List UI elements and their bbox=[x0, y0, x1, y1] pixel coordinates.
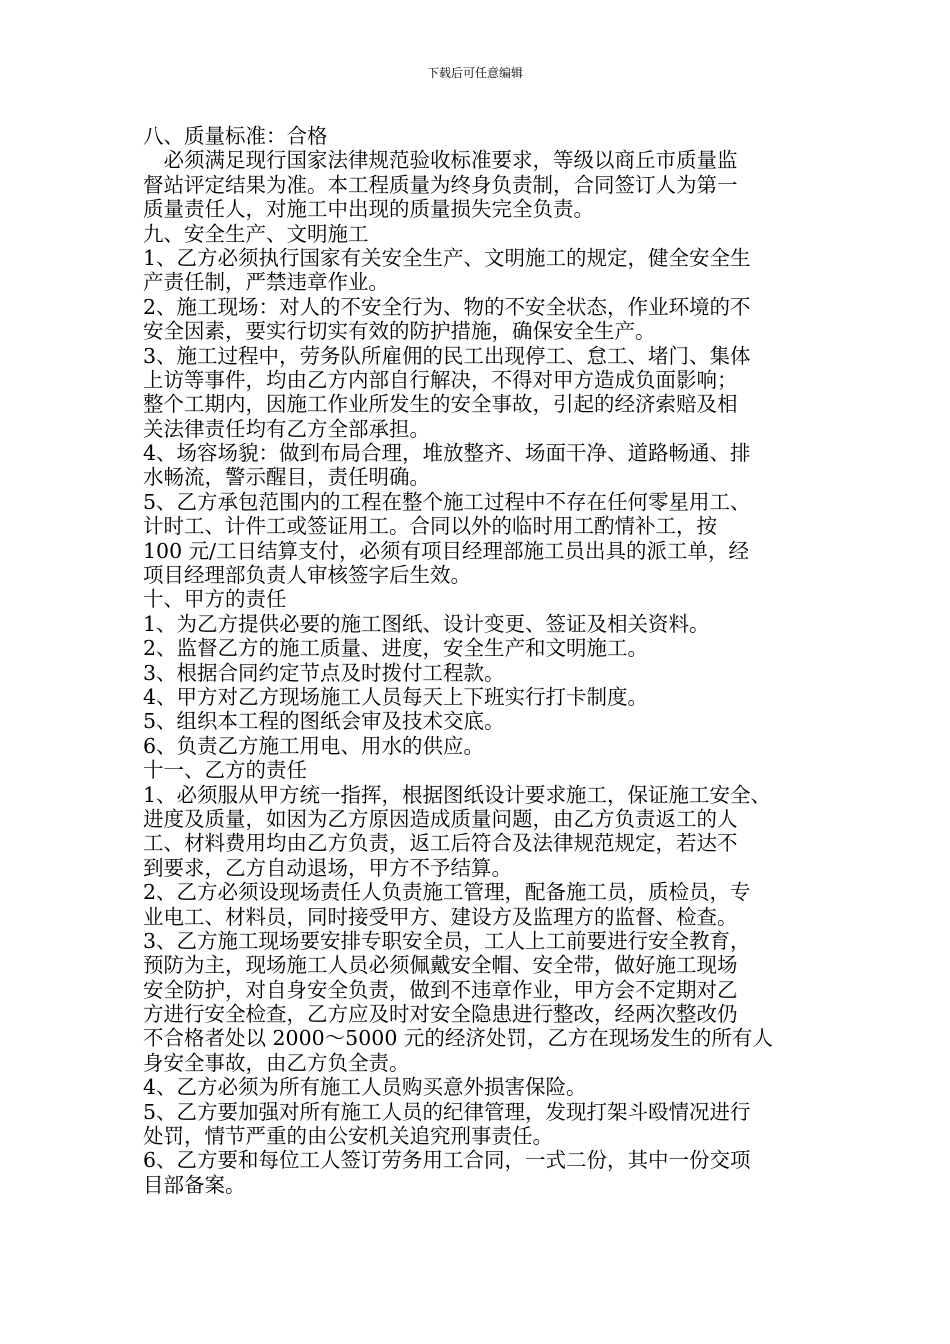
text-line: 5、乙方要加强对所有施工人员的纪律管理，发现打架斗殴情况进行 bbox=[143, 1099, 751, 1124]
text-line: 1、乙方必须执行国家有关安全生产、文明施工的规定，健全安全生 bbox=[143, 245, 751, 270]
text-line: 安全防护，对自身安全负责，做到不违章作业，甲方会不定期对乙 bbox=[143, 977, 738, 1002]
text-line: 身安全事故，由乙方负全责。 bbox=[143, 1050, 410, 1075]
text-line: 八、质量标准：合格 bbox=[143, 124, 328, 148]
text-line: 3、乙方施工现场要安排专职安全员，工人上工前要进行安全教育， bbox=[143, 928, 751, 953]
text-line: 十一、乙方的责任 bbox=[143, 758, 307, 783]
text-line: 督站评定结果为准。本工程质量为终身负责制，合同签订人为第一 bbox=[143, 172, 738, 197]
text-line: 2、乙方必须设现场责任人负责施工管理，配备施工员，质检员，专 bbox=[143, 880, 751, 905]
text-line: 3、施工过程中，劳务队所雇佣的民工出现停工、怠工、堵门、集体 bbox=[143, 343, 751, 368]
text-line: 工、材料费用均由乙方负责，返工后符合及法律规范规定，若达不 bbox=[143, 831, 738, 856]
text-line: 3、根据合同约定节点及时拨付工程款。 bbox=[143, 660, 505, 685]
text-line: 5、乙方承包范围内的工程在整个施工过程中不存在任何零星用工、 bbox=[143, 489, 751, 514]
text-line: 九、安全生产、文明施工 bbox=[143, 221, 369, 246]
text-line: 计时工、计件工或签证用工。合同以外的临时用工酌情补工，按 bbox=[143, 514, 717, 539]
text-line: 不合格者处以 2000～5000 元的经济处罚，乙方在现场发生的所有人 bbox=[143, 1026, 773, 1051]
text-line: 水畅流，警示醒目，责任明确。 bbox=[143, 465, 430, 490]
text-line: 1、必须服从甲方统一指挥，根据图纸设计要求施工，保证施工安全、 bbox=[143, 782, 772, 807]
text-line: 安全因素，要实行切实有效的防护措施，确保安全生产。 bbox=[143, 319, 656, 344]
text-line: 质量责任人，对施工中出现的质量损失完全负责。 bbox=[143, 197, 594, 222]
text-line: 2、监督乙方的施工质量、进度，安全生产和文明施工。 bbox=[143, 636, 649, 661]
text-line: 产责任制，严禁违章作业。 bbox=[143, 270, 389, 295]
text-line: 项目经理部负责人审核签字后生效。 bbox=[143, 563, 471, 588]
text-line: 1、为乙方提供必要的施工图纸、设计变更、签证及相关资料。 bbox=[143, 611, 710, 636]
text-line: 6、负责乙方施工用电、用水的供应。 bbox=[143, 733, 485, 758]
text-line: 十、甲方的责任 bbox=[143, 587, 287, 612]
text-line: 4、甲方对乙方现场施工人员每天上下班实行打卡制度。 bbox=[143, 684, 649, 709]
text-line: 处罚，情节严重的由公安机关追究刑事责任。 bbox=[143, 1124, 553, 1149]
text-line: 100 元/工日结算支付，必须有项目经理部施工员出具的派工单，经 bbox=[143, 538, 750, 563]
text-line: 到要求，乙方自动退场，甲方不予结算。 bbox=[143, 855, 512, 880]
text-line: 预防为主，现场施工人员必须佩戴安全帽、安全带，做好施工现场 bbox=[143, 953, 738, 978]
text-line: 进度及质量，如因为乙方原因造成质量问题，由乙方负责返工的人 bbox=[143, 806, 738, 831]
text-line: 目部备案。 bbox=[143, 1172, 246, 1197]
text-line: 5、组织本工程的图纸会审及技术交底。 bbox=[143, 709, 505, 734]
page-header-note: 下载后可任意编辑 bbox=[426, 66, 523, 80]
text-line: 4、场容场貌：做到布局合理，堆放整齐、场面干净、道路畅通、排 bbox=[143, 441, 751, 466]
text-line: 关法律责任均有乙方全部承担。 bbox=[143, 416, 430, 441]
text-line: 业电工、材料员，同时接受甲方、建设方及监理方的监督、检查。 bbox=[143, 904, 738, 929]
text-line: 上访等事件，均由乙方内部自行解决，不得对甲方造成负面影响； bbox=[143, 367, 738, 392]
text-line: 整个工期内，因施工作业所发生的安全事故，引起的经济索赔及相 bbox=[143, 392, 738, 417]
text-line: 2、施工现场：对人的不安全行为、物的不安全状态，作业环境的不 bbox=[143, 294, 751, 319]
document-body bbox=[143, 124, 828, 1197]
text-line: 必须满足现行国家法律规范验收标准要求，等级以商丘市质量监 bbox=[143, 148, 738, 173]
text-line: 方进行安全检查，乙方应及时对安全隐患进行整改，经两次整改仍 bbox=[143, 1002, 738, 1027]
text-line: 6、乙方要和每位工人签订劳务用工合同，一式二份，其中一份交项 bbox=[143, 1148, 751, 1173]
text-line: 4、乙方必须为所有施工人员购买意外损害保险。 bbox=[143, 1075, 587, 1100]
